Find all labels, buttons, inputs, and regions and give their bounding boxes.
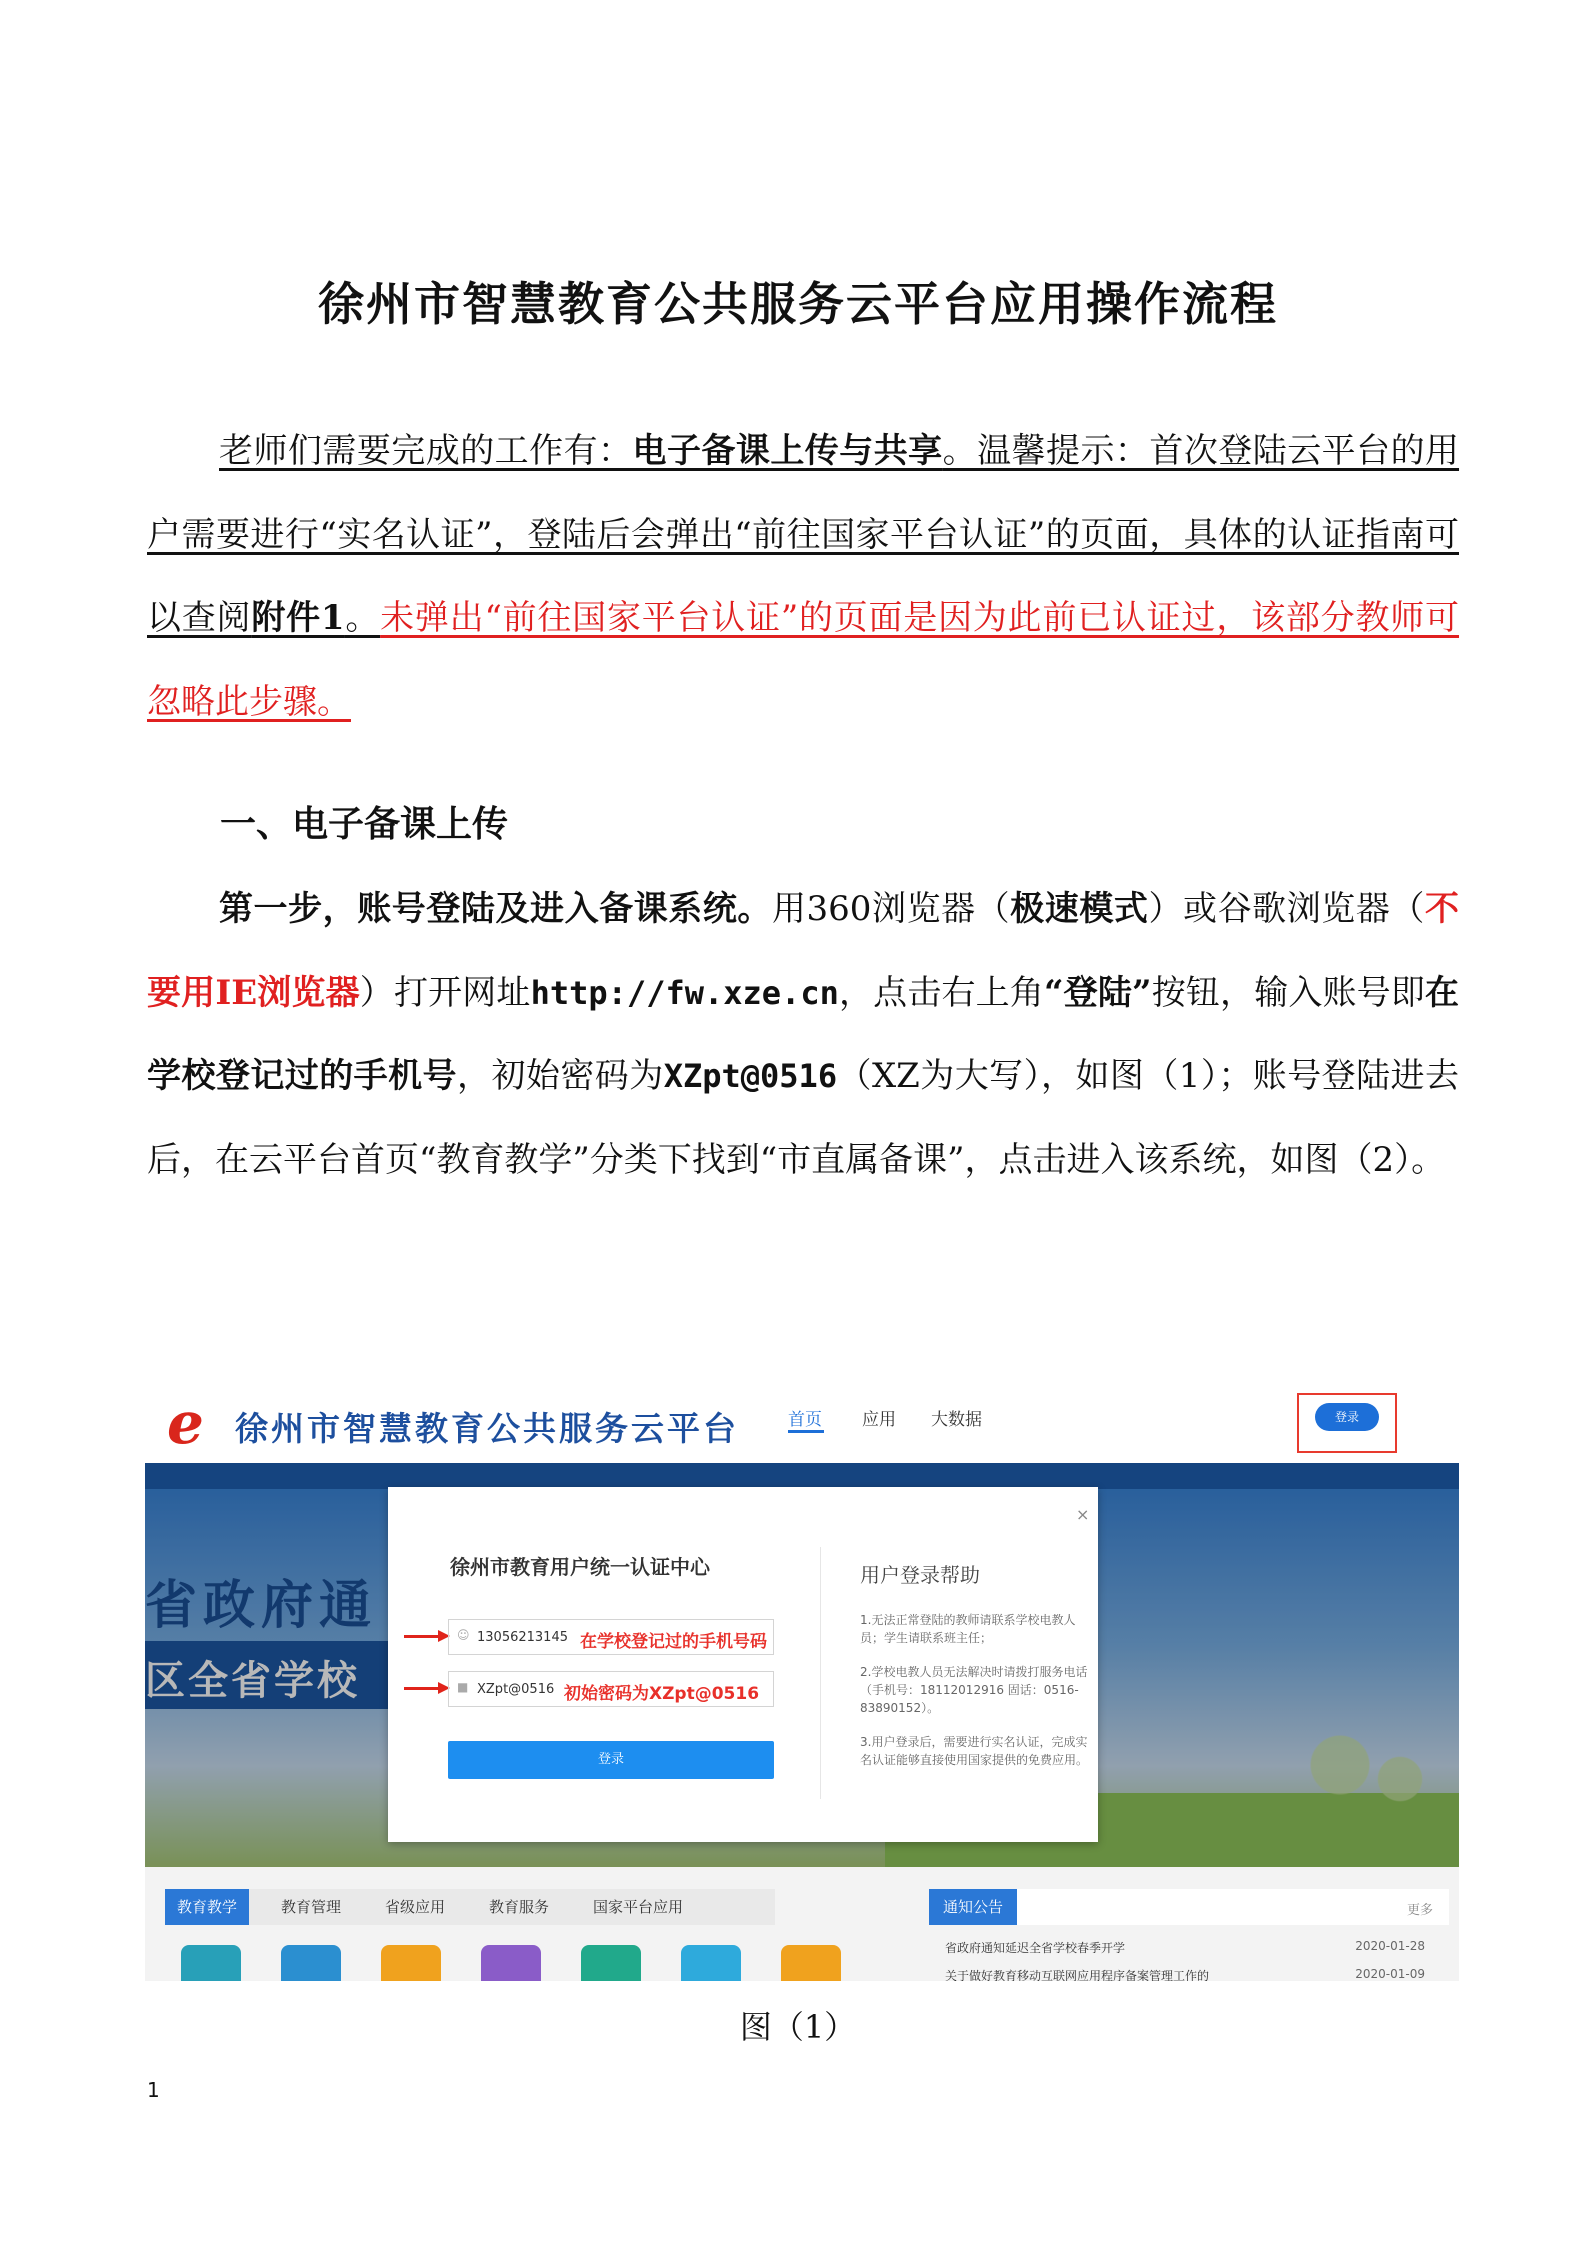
tab-services[interactable]: 教育服务	[489, 1898, 550, 1916]
help-item: 1.无法正常登陆的教师请联系学校电教人员；学生请联系班主任；	[860, 1613, 1076, 1645]
phone-value: 13056213145	[477, 1630, 568, 1645]
app-tile-icon[interactable]	[781, 1945, 841, 1981]
step1-ie-warning: 不要用IE浏览器	[147, 889, 1459, 1013]
step1-mode: 极速模式	[1010, 889, 1149, 929]
password-value: XZpt@0516	[477, 1682, 555, 1697]
phone-annotation: 在学校登记过的手机号码	[580, 1632, 767, 1652]
login-modal	[388, 1487, 1098, 1842]
intro-text-3: 。	[344, 598, 381, 638]
lock-icon: ■	[457, 1680, 469, 1694]
notice-more-link[interactable]: 更多	[1406, 1903, 1433, 1918]
tab-education[interactable]: 教育教学	[165, 1889, 249, 1925]
step1-text-b: ）或谷歌浏览器（	[1148, 889, 1425, 929]
tab-provincial[interactable]: 省级应用	[385, 1898, 446, 1916]
platform-header	[145, 1385, 1459, 1463]
step1-password: XZpt@0516	[663, 1057, 838, 1095]
step1-text-g: （XZ为大写），如图（1）；账号登陆进去后，在云平台首页“教育教学”分类下找到“市直属备课”，点击进入该系统，如图（2）。	[147, 1056, 1459, 1180]
notice-item-date: 2020-01-28	[1355, 1939, 1425, 1953]
step1-title: 第一步，账号登陆及进入备课系统。	[219, 889, 772, 929]
app-tile-icon[interactable]	[181, 1945, 241, 1981]
close-icon[interactable]: ×	[1076, 1505, 1090, 1524]
app-tile-icon[interactable]	[581, 1945, 641, 1981]
figure-1-screenshot	[145, 1385, 1459, 1981]
platform-logo-text: 徐州市智慧教育公共服务云平台	[235, 1409, 739, 1448]
step1-text-f: ，初始密码为	[457, 1056, 664, 1096]
nav-bigdata[interactable]: 大数据	[931, 1410, 982, 1430]
app-tile-icon[interactable]	[381, 1945, 441, 1981]
notice-item-title: 关于做好教育移动互联网应用程序备案管理工作的	[945, 1969, 1210, 1981]
section-heading: 一、电子备课上传	[220, 803, 509, 845]
arrow-icon	[404, 1635, 440, 1638]
user-icon: ☺	[457, 1628, 470, 1642]
nav-apps[interactable]: 应用	[862, 1410, 896, 1430]
arrow-icon	[404, 1687, 440, 1690]
app-tile-icon[interactable]	[681, 1945, 741, 1981]
notice-item-title: 省政府通知延迟全省学校春季开学	[945, 1941, 1126, 1955]
step1-paragraph	[147, 868, 1459, 1202]
platform-logo-icon: e	[167, 1389, 204, 1457]
help-title: 用户登录帮助	[860, 1563, 980, 1587]
intro-task-emphasis: 电子备课上传与共享	[632, 431, 943, 471]
intro-red-note: 未弹出“前往国家平台认证”的页面是因为此前已认证过，该部分教师可忽略此步骤。	[147, 598, 1460, 722]
password-annotation: 初始密码为XZpt@0516	[564, 1684, 760, 1704]
notice-item[interactable]	[945, 1967, 1445, 1981]
help-item: 2.学校电教人员无法解决时请拨打服务电话（手机号：18112012916 固话：0516-83890152）。	[860, 1665, 1088, 1715]
step1-account: 在学校登记过的手机号	[147, 972, 1460, 1096]
notice-header	[929, 1889, 1449, 1925]
tab-management[interactable]: 教育管理	[281, 1898, 342, 1916]
notice-item[interactable]	[945, 1939, 1445, 1956]
banner-subline: 区全省学校	[145, 1658, 360, 1704]
app-tile-icon[interactable]	[281, 1945, 341, 1981]
attachment-reference: 附件1	[251, 598, 345, 638]
modal-divider	[820, 1547, 821, 1799]
figure-caption: 图（1）	[739, 2008, 857, 2046]
intro-text-1: 老师们需要完成的工作有：	[219, 431, 633, 471]
nav-active-indicator	[788, 1430, 824, 1433]
tab-national[interactable]: 国家平台应用	[593, 1898, 684, 1916]
step1-text-c: ）打开网址	[359, 972, 531, 1013]
page-number: 1	[147, 2078, 160, 2102]
document-title: 徐州市智慧教育公共服务云平台应用操作流程	[318, 277, 1278, 331]
nav-home[interactable]: 首页	[788, 1410, 822, 1430]
step1-login-word: “登陆”	[1043, 972, 1152, 1013]
intro-paragraph	[147, 410, 1459, 744]
notice-title: 通知公告	[929, 1889, 1017, 1925]
step1-text-a: 用360浏览器（	[771, 889, 1011, 929]
notice-item-date: 2020-01-09	[1355, 1967, 1425, 1981]
modal-login-button[interactable]: 登录	[448, 1741, 774, 1779]
modal-title: 徐州市教育用户统一认证中心	[450, 1555, 710, 1579]
step1-text-d: ，点击右上角	[838, 972, 1044, 1013]
app-tile-icon[interactable]	[481, 1945, 541, 1981]
home-content	[145, 1867, 1459, 1981]
step1-text-e: 按钮，输入账号即	[1151, 972, 1426, 1013]
step1-url: http://fw.xze.cn	[530, 973, 839, 1012]
intro-text-2: 。温馨提示：首次登陆云平台的用户需要进行“实名认证”，登陆后会弹出“前往国家平台认证”的页面，具体的认证指南可以查阅	[147, 431, 1460, 638]
category-tabs	[165, 1889, 775, 1925]
header-login-button[interactable]: 登录	[1315, 1403, 1379, 1431]
login-highlight-box	[1297, 1393, 1397, 1453]
banner-headline: 省政府通	[145, 1575, 378, 1636]
help-item: 3.用户登录后，需要进行实名认证，完成实名认证能够直接使用国家提供的免费应用。	[860, 1735, 1089, 1767]
